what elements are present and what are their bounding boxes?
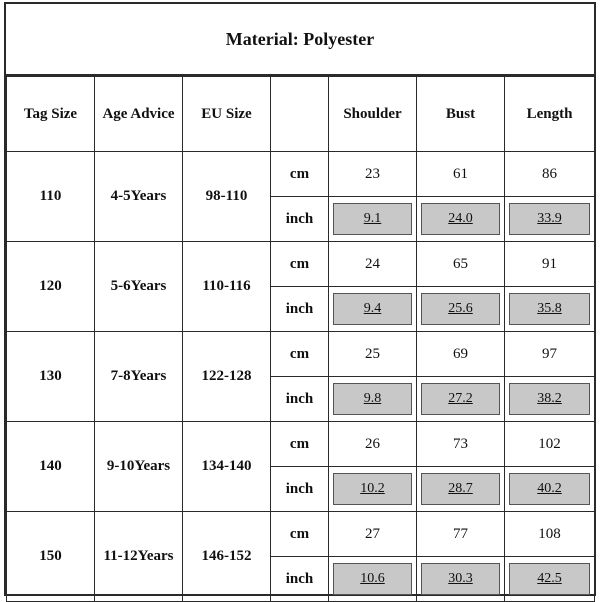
eu-size-cell: 146-152 (183, 512, 271, 602)
tag-size-cell: 110 (7, 152, 95, 242)
table-row-cm (7, 152, 595, 197)
table-row-cm (7, 422, 595, 467)
shoulder-cm-cell: 23 (329, 152, 417, 197)
length-inch-value: 42.5 (509, 563, 590, 595)
age-advice-cell: 7-8Years (95, 332, 183, 422)
header-age-advice: Age Advice (95, 77, 183, 152)
header-tag-size: Tag Size (7, 77, 95, 152)
unit-inch-cell: inch (271, 287, 329, 332)
shoulder-inch-cell (329, 467, 417, 512)
eu-size-cell: 134-140 (183, 422, 271, 512)
length-inch-cell (505, 377, 595, 422)
bust-cm-cell: 77 (417, 512, 505, 557)
bust-inch-value: 24.0 (421, 203, 500, 235)
shoulder-inch-cell (329, 197, 417, 242)
shoulder-inch-value: 9.1 (333, 203, 412, 235)
length-inch-value: 40.2 (509, 473, 590, 505)
bust-inch-cell (417, 557, 505, 602)
bust-cm-cell: 61 (417, 152, 505, 197)
bust-inch-value: 30.3 (421, 563, 500, 595)
tag-size-cell: 150 (7, 512, 95, 602)
bust-cm-cell: 69 (417, 332, 505, 377)
header-shoulder: Shoulder (329, 77, 417, 152)
eu-size-cell: 110-116 (183, 242, 271, 332)
bust-inch-cell (417, 377, 505, 422)
table-row-cm (7, 512, 595, 557)
unit-inch-cell: inch (271, 467, 329, 512)
shoulder-inch-cell (329, 557, 417, 602)
table-row-cm (7, 332, 595, 377)
header-row (7, 77, 595, 152)
unit-inch-cell: inch (271, 377, 329, 422)
age-advice-cell: 11-12Years (95, 512, 183, 602)
bust-inch-cell (417, 467, 505, 512)
size-table (6, 76, 595, 602)
length-inch-value: 38.2 (509, 383, 590, 415)
length-cm-cell: 97 (505, 332, 595, 377)
age-advice-cell: 5-6Years (95, 242, 183, 332)
eu-size-cell: 98-110 (183, 152, 271, 242)
shoulder-inch-cell (329, 377, 417, 422)
unit-cm-cell: cm (271, 332, 329, 377)
length-inch-cell (505, 287, 595, 332)
unit-cm-cell: cm (271, 242, 329, 287)
bust-inch-cell (417, 287, 505, 332)
tag-size-cell: 120 (7, 242, 95, 332)
length-inch-cell (505, 197, 595, 242)
bust-cm-cell: 65 (417, 242, 505, 287)
bust-cm-cell: 73 (417, 422, 505, 467)
length-inch-cell (505, 467, 595, 512)
length-cm-cell: 102 (505, 422, 595, 467)
unit-inch-cell: inch (271, 197, 329, 242)
table-row-cm (7, 242, 595, 287)
eu-size-cell: 122-128 (183, 332, 271, 422)
unit-cm-cell: cm (271, 422, 329, 467)
header-length: Length (505, 77, 595, 152)
shoulder-cm-cell: 24 (329, 242, 417, 287)
unit-cm-cell: cm (271, 152, 329, 197)
shoulder-inch-value: 9.4 (333, 293, 412, 325)
length-inch-value: 35.8 (509, 293, 590, 325)
length-cm-cell: 108 (505, 512, 595, 557)
unit-cm-cell: cm (271, 512, 329, 557)
length-cm-cell: 86 (505, 152, 595, 197)
length-inch-value: 33.9 (509, 203, 590, 235)
bust-inch-value: 27.2 (421, 383, 500, 415)
shoulder-inch-value: 10.6 (333, 563, 412, 595)
tag-size-cell: 140 (7, 422, 95, 512)
shoulder-inch-value: 9.8 (333, 383, 412, 415)
length-cm-cell: 91 (505, 242, 595, 287)
bust-inch-value: 28.7 (421, 473, 500, 505)
shoulder-cm-cell: 25 (329, 332, 417, 377)
shoulder-inch-cell (329, 287, 417, 332)
tag-size-cell: 130 (7, 332, 95, 422)
bust-inch-value: 25.6 (421, 293, 500, 325)
header-bust: Bust (417, 77, 505, 152)
shoulder-cm-cell: 27 (329, 512, 417, 557)
shoulder-inch-value: 10.2 (333, 473, 412, 505)
header-unit (271, 77, 329, 152)
unit-inch-cell: inch (271, 557, 329, 602)
age-advice-cell: 4-5Years (95, 152, 183, 242)
header-eu-size: EU Size (183, 77, 271, 152)
size-chart (4, 2, 596, 596)
chart-title: Material: Polyester (6, 4, 594, 76)
shoulder-cm-cell: 26 (329, 422, 417, 467)
bust-inch-cell (417, 197, 505, 242)
length-inch-cell (505, 557, 595, 602)
age-advice-cell: 9-10Years (95, 422, 183, 512)
